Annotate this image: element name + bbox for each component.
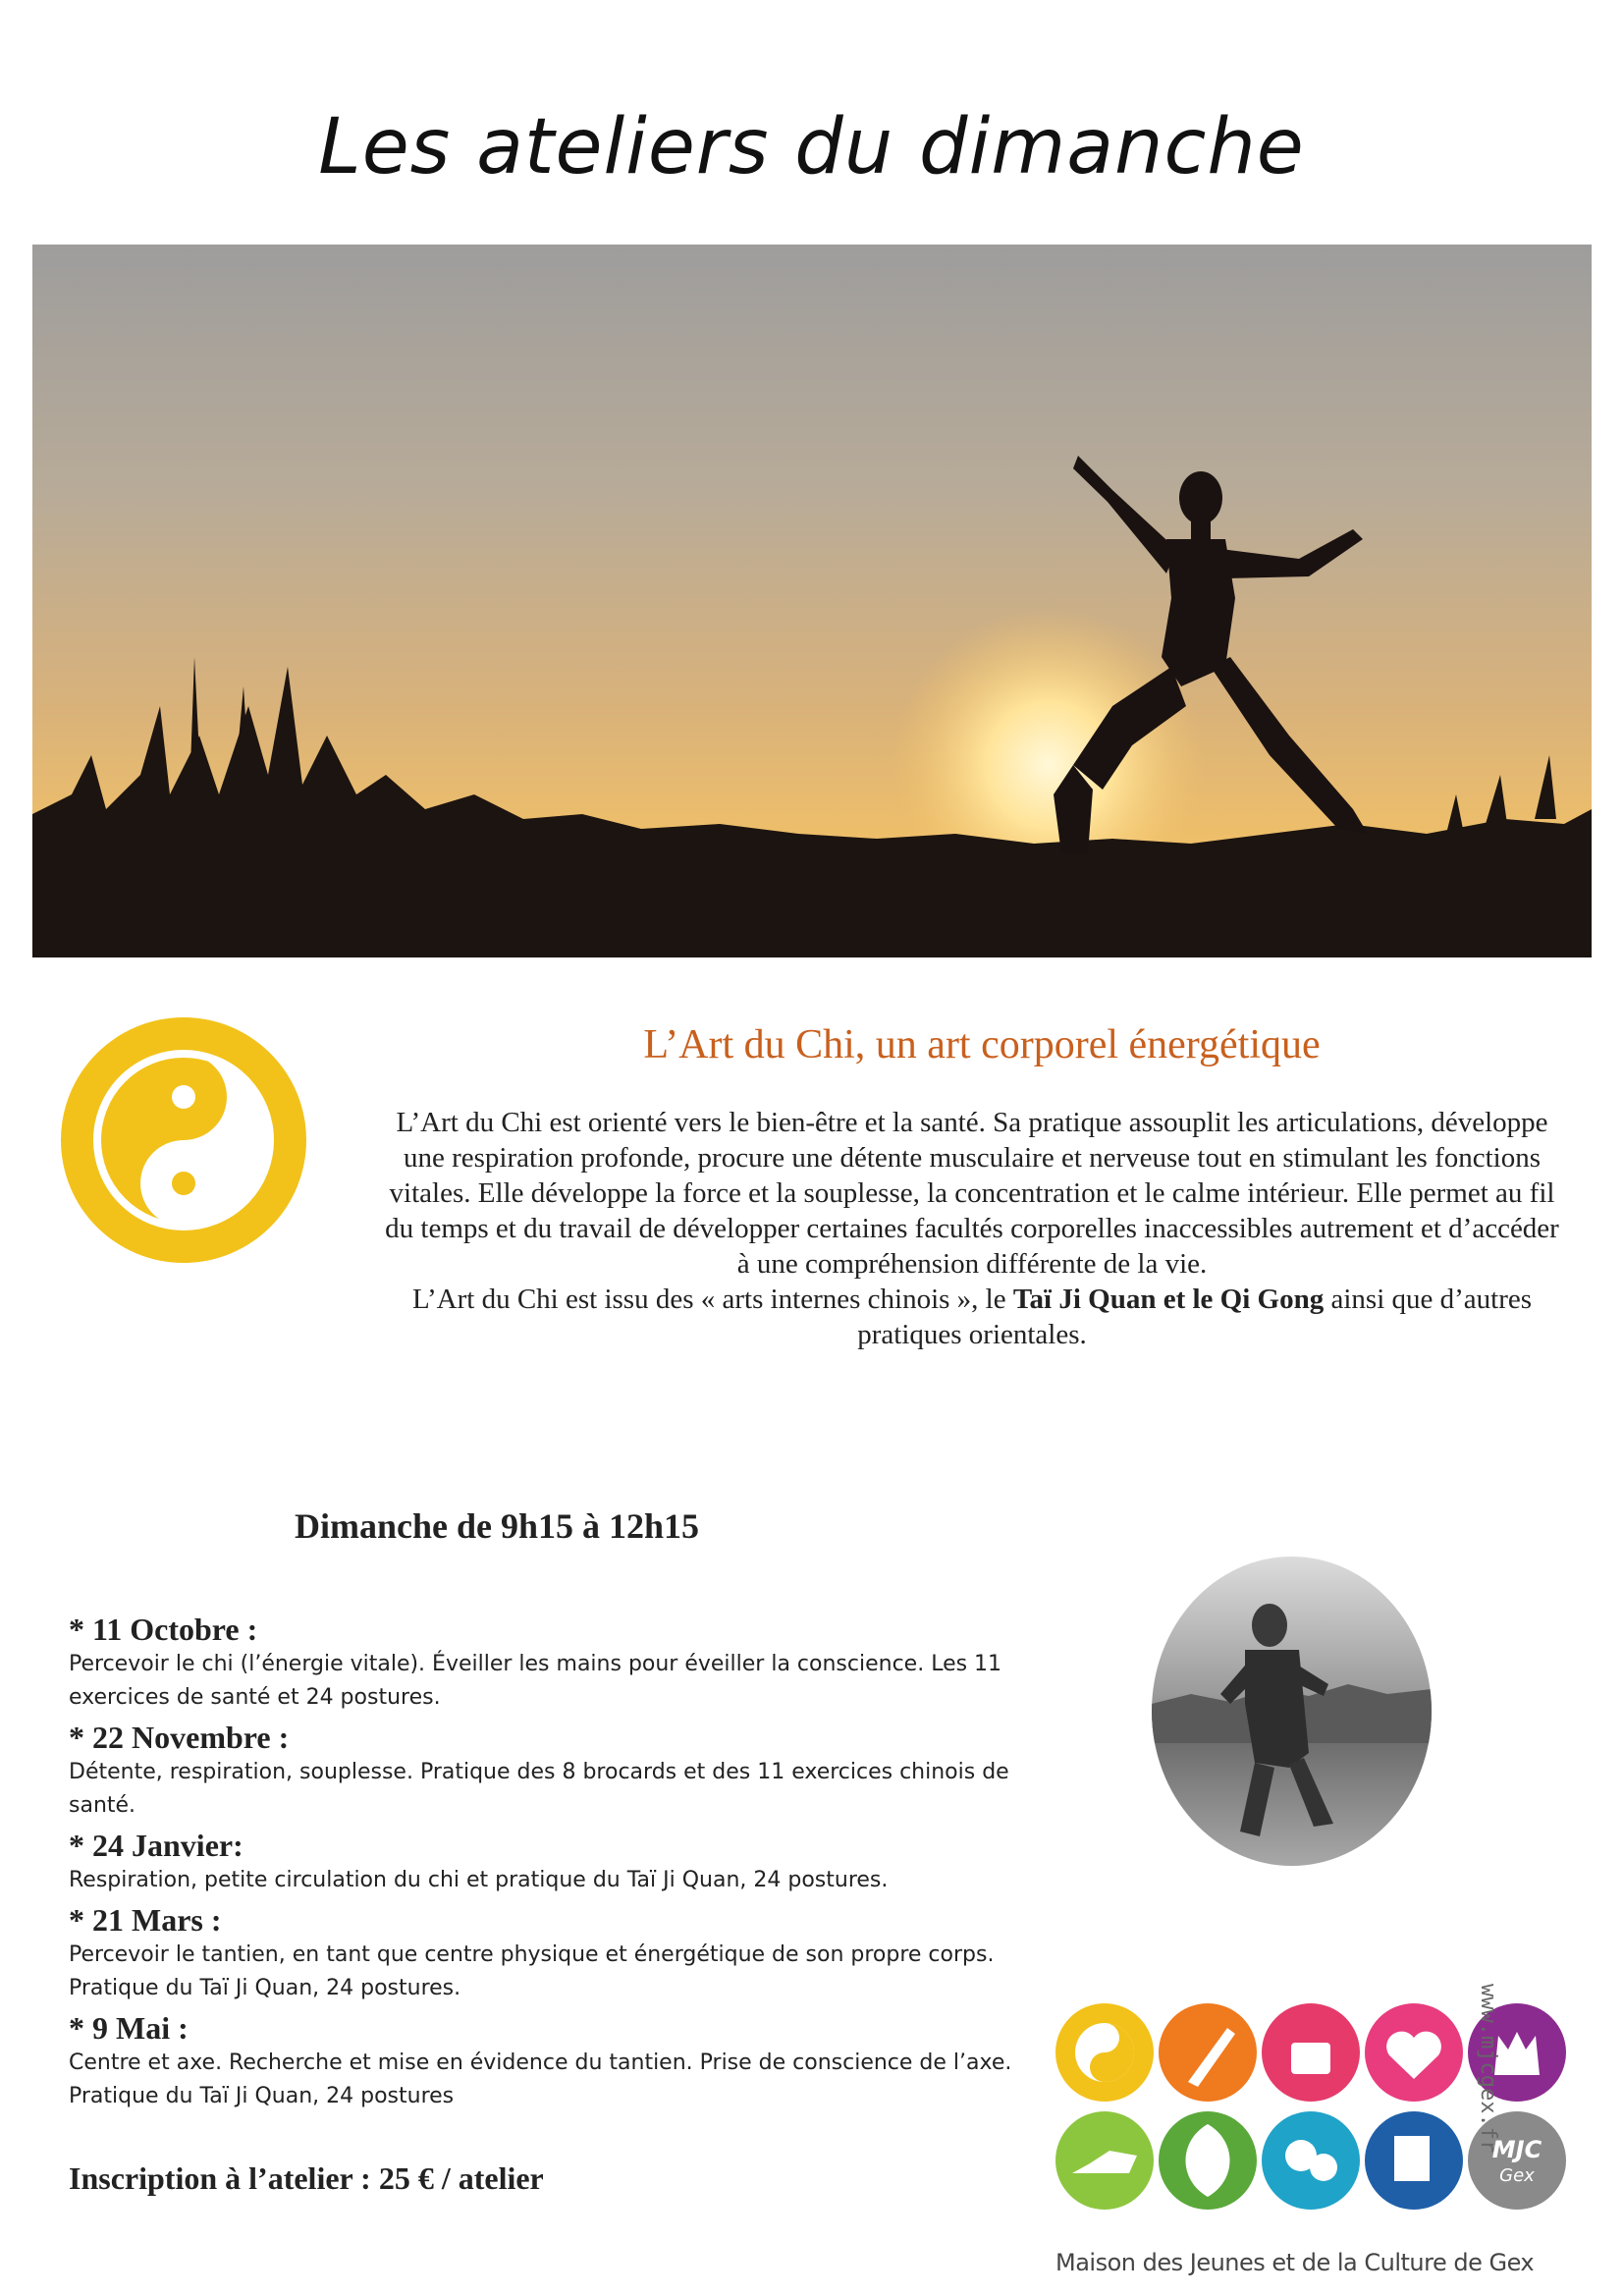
- session-description: Détente, respiration, souplesse. Pratique des 8 brocards et des 11 exercices chinois de santé.: [69, 1760, 1009, 1818]
- intro-paragraph: L’Art du Chi est orienté vers le bien-être et la santé. Sa pratique assouplit les articulations, développe une respiration profonde, procure une détente musculaire et nerveuse tout en stimulant les fonctions vitales. Elle développe la force et la souplesse, la concentration et le calme intérieur. Elle permet au fil du temps et du travail de développer certaines facultés corporelles inaccessibles autrement et d’accéder à une compréhension différente de la vie.: [385, 1107, 1559, 1280]
- session-item: [69, 1901, 1031, 2005]
- session-date: * 21 Mars :: [69, 1902, 222, 1938]
- session-date: * 22 Novembre :: [69, 1720, 290, 1755]
- intro-paragraph-2: [383, 1282, 1561, 1352]
- session-item: [69, 1611, 1031, 1715]
- session-description: Respiration, petite circulation du chi et pratique du Taï Ji Quan, 24 postures.: [69, 1868, 889, 1892]
- intro-bold-text: Taï Ji Quan et le Qi Gong: [1012, 1284, 1325, 1315]
- session-item: [69, 2009, 1031, 2113]
- session-description: Percevoir le tantien, en tant que centre physique et énergétique de son propre corps. Pratique du Taï Ji Quan, 24 postures.: [69, 1942, 995, 2000]
- intro-text: [383, 1105, 1561, 1352]
- session-description: Percevoir le chi (l’énergie vitale). Éveiller les mains pour éveiller la conscience. Les 11 exercices de santé et 24 postures.: [69, 1652, 1002, 1710]
- session-item: [69, 1827, 1031, 1897]
- hero-image: [32, 245, 1592, 957]
- mjc-url: www.mjcgex.fr: [1476, 1984, 1500, 2154]
- mjc-badge-text: MJC: [1491, 2136, 1542, 2163]
- yin-yang-icon: [61, 1017, 306, 1263]
- page-title: Les ateliers du dimanche: [318, 103, 1305, 191]
- intro-text-start: L’Art du Chi est issu des « arts internes chinois », le: [411, 1284, 1013, 1315]
- session-date: * 9 Mai :: [69, 2010, 189, 2046]
- intro-text-end: ainsi que d’autres pratiques orientales.: [857, 1284, 1533, 1350]
- schedule-title: Dimanche de 9h15 à 12h15: [295, 1506, 700, 1546]
- mjc-caption: Maison des Jeunes et de la Culture de Gex: [1055, 2249, 1535, 2276]
- session-item: [69, 1719, 1031, 1823]
- registration-fee: Inscription à l’atelier : 25 € / atelier: [69, 2160, 544, 2196]
- svg-text:Gex: Gex: [1499, 2165, 1535, 2186]
- session-date: * 24 Janvier:: [69, 1828, 243, 1863]
- session-list: [69, 1611, 1031, 2117]
- session-description: Centre et axe. Recherche et mise en évidence du tantien. Prise de conscience de l’axe. Pratique du Taï Ji Quan, 24 postures: [69, 2050, 1012, 2108]
- section-title: L’Art du Chi, un art corporel énergétique: [643, 1022, 1321, 1067]
- session-date: * 11 Octobre :: [69, 1612, 258, 1647]
- instructor-photo: [1152, 1557, 1432, 1866]
